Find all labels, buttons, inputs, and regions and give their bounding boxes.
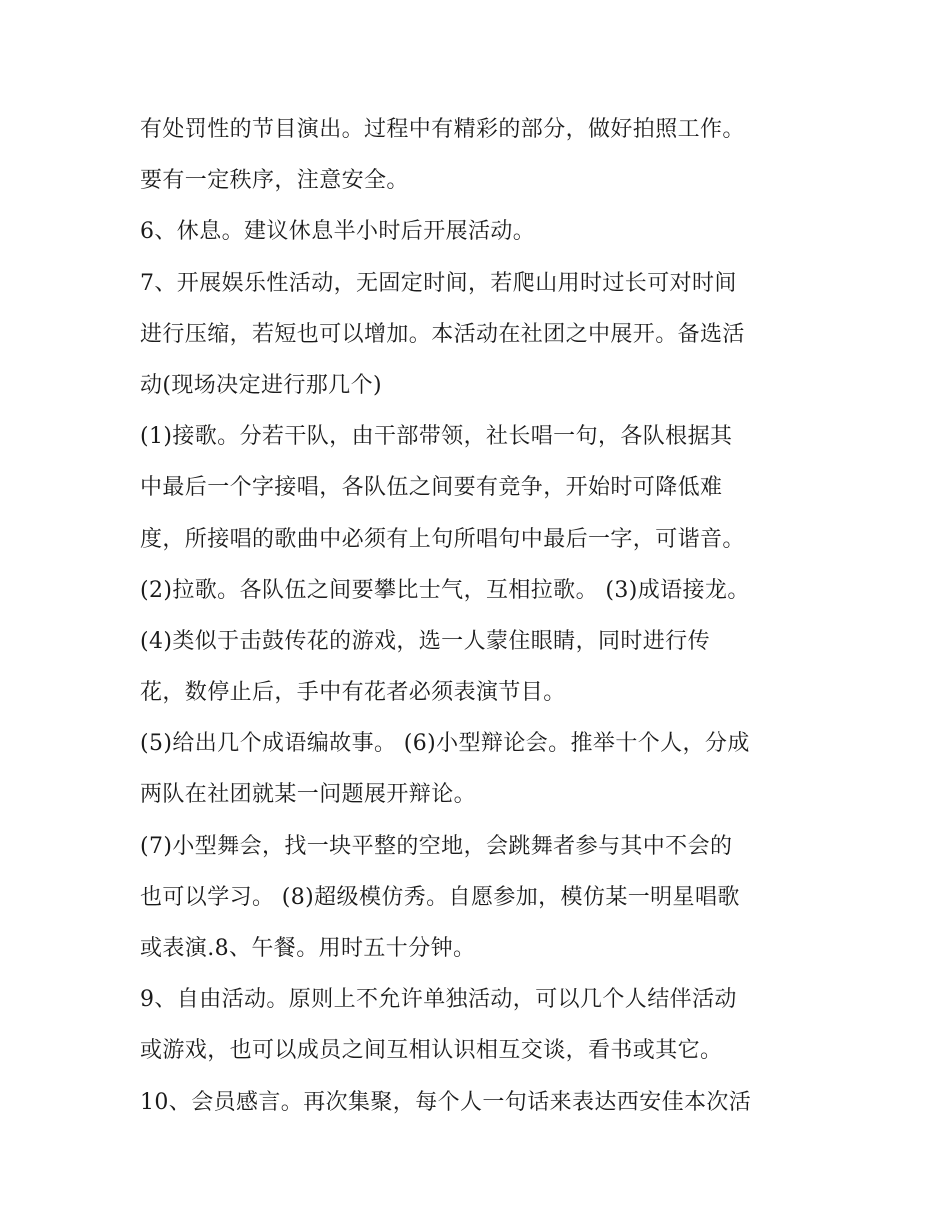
- text-line: 或游戏，也可以成员之间互相认识相互交谈，看书或其它。: [140, 1038, 723, 1064]
- text-line: 度，所接唱的歌曲中必须有上句所唱句中最后一字，可谐音。: [140, 526, 745, 552]
- document-body: [140, 104, 840, 1128]
- text-line: 要有一定秩序，注意安全。: [140, 168, 409, 194]
- text-line: 动(现场决定进行那几个): [140, 372, 382, 398]
- text-line: 或表演.8、午餐。用时五十分钟。: [140, 936, 476, 961]
- text-line: (1)接歌。分若干队，由干部带领，社长唱一句，各队根据其: [140, 424, 733, 450]
- text-line: 10、会员感言。再次集聚，每个人一句话来表达西安佳本次活: [140, 1089, 752, 1115]
- text-line: 也可以学习。 (8)超级模仿秀。自愿参加，模仿某一明星唱歌: [140, 884, 740, 910]
- text-line: 花，数停止后，手中有花者必须表演节目。: [140, 680, 566, 706]
- text-line: (5)给出几个成语编故事。 (6)小型辩论会。推举十个人，分成: [140, 731, 750, 757]
- text-line: (4)类似于击鼓传花的游戏，选一人蒙住眼睛，同时进行传: [140, 628, 710, 654]
- text-line: 6、休息。建议休息半小时后开展活动。: [140, 219, 536, 245]
- text-line: 中最后一个字接唱，各队伍之间要有竞争，开始时可降低难: [140, 475, 723, 501]
- text-line: 进行压缩，若短也可以增加。本活动在社团之中展开。备选活: [140, 321, 745, 347]
- text-line: 7、开展娱乐性活动，无固定时间，若爬山用时过长可对时间: [140, 270, 737, 296]
- text-line: 有处罚性的节目演出。过程中有精彩的部分，做好拍照工作。: [140, 117, 745, 142]
- text-line: 9、自由活动。原则上不允许单独活动，可以几个人结伴活动: [140, 987, 737, 1013]
- text-line: (2)拉歌。各队伍之间要攀比士气，互相拉歌。 (3)成语接龙。: [140, 577, 750, 603]
- text-line: 两队在社团就某一问题展开辩论。: [140, 782, 477, 808]
- text-line: (7)小型舞会，找一块平整的空地，会跳舞者参与其中不会的: [140, 833, 733, 859]
